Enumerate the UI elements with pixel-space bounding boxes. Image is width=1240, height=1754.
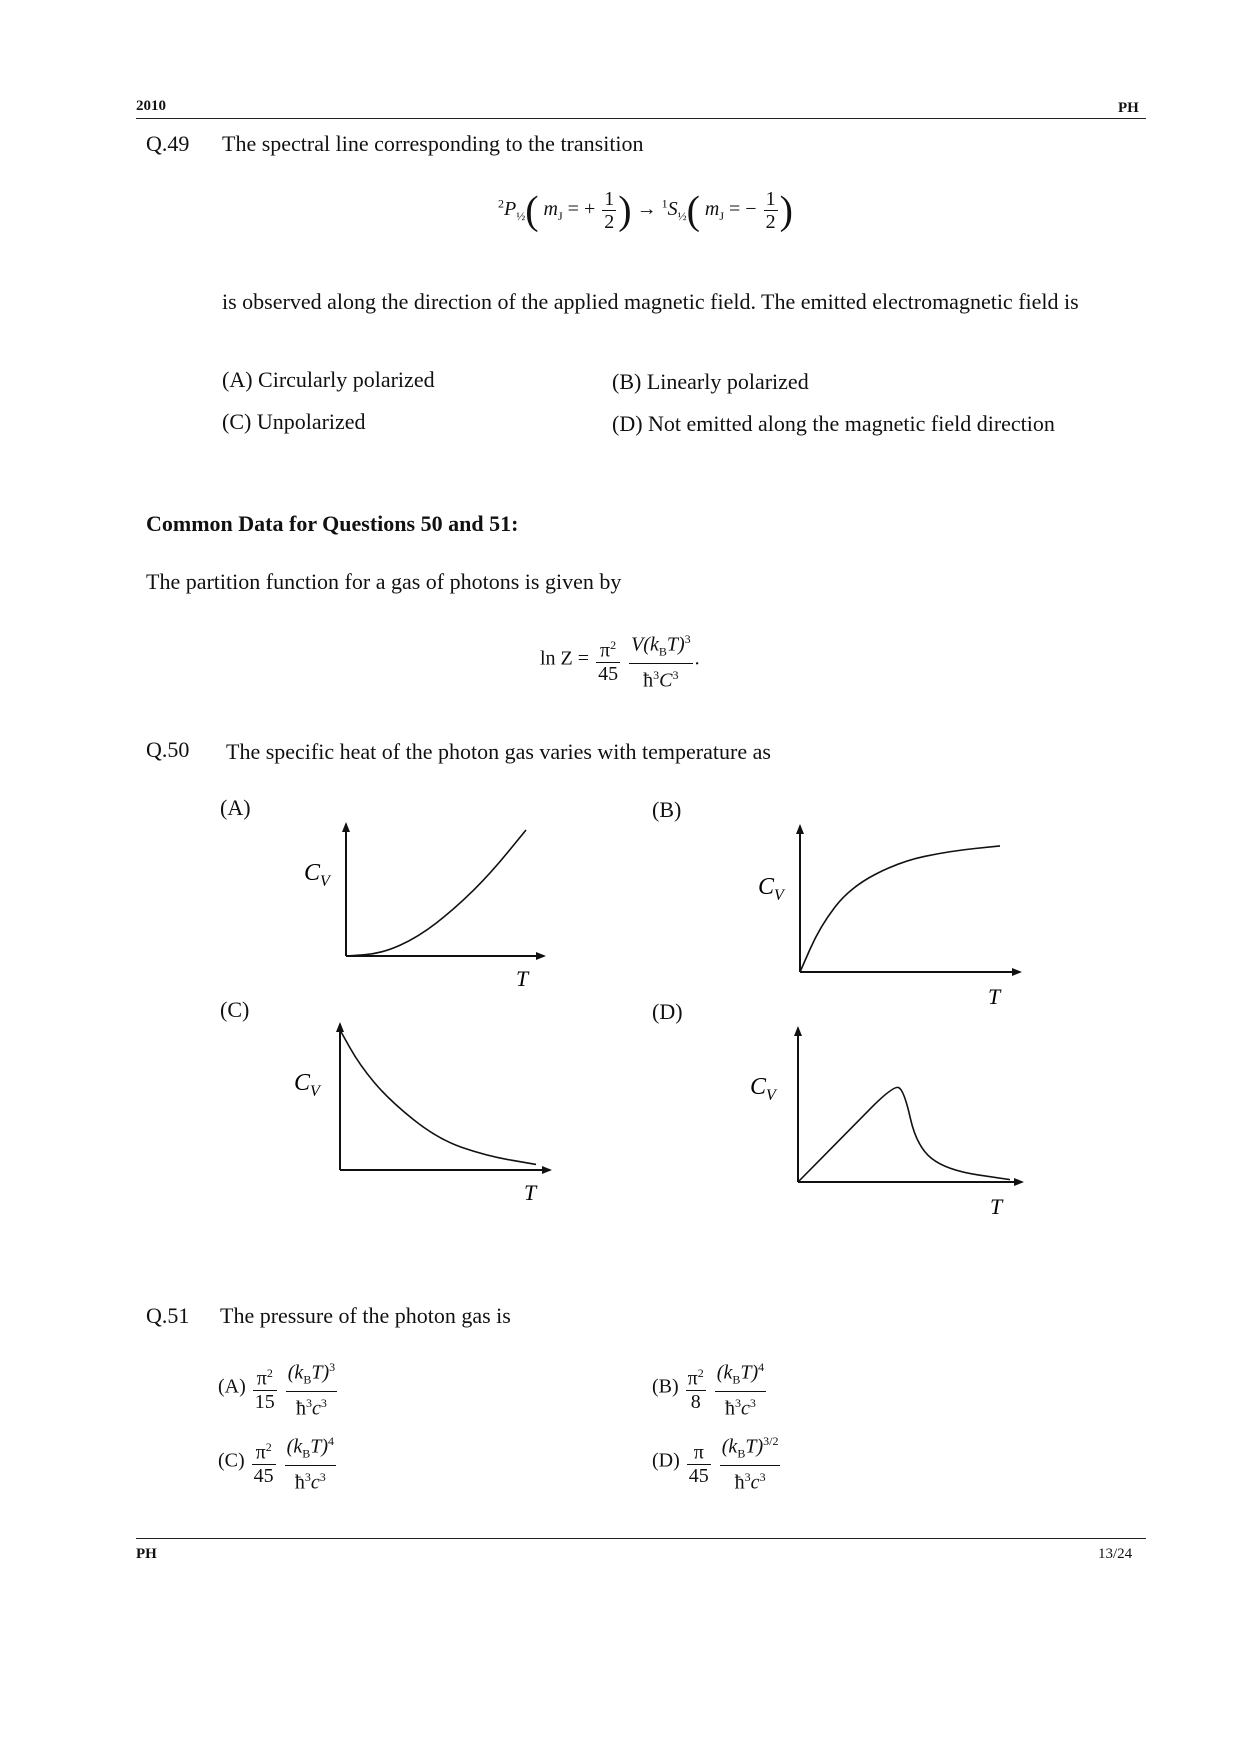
rhs-mj: m <box>704 198 720 221</box>
q49-number: Q.49 <box>146 131 190 156</box>
formula-frac-1: $\frac{\pi^2}{45}$ <box>596 634 620 685</box>
rhs-term: S <box>667 198 678 221</box>
graph-d-x-label: T <box>990 1194 1003 1219</box>
graph-a <box>290 820 550 990</box>
q51-option-d[interactable]: (D) $\frac{\pi}{45}$ $\frac{(k_BT)^{3/2}}{ħ^3c^3}$ <box>652 1430 782 1493</box>
q49-option-b[interactable]: (B) Linearly polarized <box>612 369 809 394</box>
graph-c-curve <box>340 1030 536 1164</box>
graph-a-svg <box>290 820 550 990</box>
arrow: → <box>636 198 657 221</box>
q51-option-c[interactable]: (C) $\frac{\pi^2}{45}$ $\frac{(k_BT)^4}{ħ^3c^3}$ <box>218 1430 338 1493</box>
graph-d-curve <box>798 1087 1010 1182</box>
q51-option-b[interactable]: (B) $\frac{\pi^2}{8}$ $\frac{(k_BT)^4}{ħ^3c^3}$ <box>652 1356 768 1419</box>
q49-option-c[interactable]: (C) Unpolarized <box>222 409 366 434</box>
rhs-mj-sub: J <box>719 209 725 224</box>
graph-b-curve <box>800 846 1000 972</box>
lhs-frac: $\frac{1}{2}$ <box>604 188 615 233</box>
graph-b-y-label: $C_V$ <box>758 874 784 904</box>
rhs-frac: $\frac{1}{2}$ <box>765 188 776 233</box>
header-year: 2010 <box>136 98 166 114</box>
q50-label-c[interactable]: (C) <box>220 997 250 1022</box>
lhs-term: P <box>504 198 517 221</box>
graph-b-y-arrow <box>796 824 804 834</box>
graph-b-x-arrow <box>1012 968 1022 976</box>
graph-b <box>740 822 1030 1012</box>
header-rule <box>136 118 1146 119</box>
q51-option-a[interactable]: (A) $\frac{\pi^2}{15}$ $\frac{(k_BT)^3}{ħ^3c^3}$ <box>218 1356 339 1419</box>
graph-b-svg <box>740 822 1030 1012</box>
lhs-sub: ½ <box>516 209 526 224</box>
graph-a-x-arrow <box>536 952 546 960</box>
formula-frac-2: $\frac{V(k_BT)^3}{ħ^3C^3}$ <box>629 628 693 691</box>
footer-paper: PH <box>136 1546 157 1562</box>
graph-d-svg <box>740 1024 1040 1224</box>
header-paper: PH <box>1118 100 1139 116</box>
lhs-mj-sub: J <box>558 209 563 224</box>
q50-stem: The specific heat of the photon gas varies with temperature as <box>226 739 771 764</box>
footer-page: 13/24 <box>1098 1546 1133 1562</box>
rhs-sub: ½ <box>677 209 687 224</box>
graph-a-y-label: $C_V$ <box>304 860 330 890</box>
formula-lhs: ln Z = <box>540 647 590 670</box>
lhs-mj: m <box>543 198 558 221</box>
graph-c-x-arrow <box>542 1166 552 1174</box>
graph-a-curve <box>346 830 526 956</box>
q49-option-a[interactable]: (A) Circularly polarized <box>222 367 435 392</box>
q50-number: Q.50 <box>146 737 190 762</box>
graph-d-y-arrow <box>794 1026 802 1036</box>
rhs-sup: 1 <box>661 196 668 211</box>
q49-text: is observed along the direction of the applied magnetic field. The emitted electromagnetic field is <box>222 289 1079 314</box>
common-intro: The partition function for a gas of photons is given by <box>146 569 622 594</box>
lhs-sup: 2 <box>498 196 504 211</box>
graph-b-x-label: T <box>988 984 1001 1009</box>
footer-rule <box>136 1538 1146 1539</box>
q49-option-d[interactable]: (D) Not emitted along the magnetic field direction <box>612 411 1055 436</box>
q49-equation: $^2P_{\frac{1}{2}}$( $m_J$ = + $\frac{1}{2}$ ) → $^1S_{\frac{1}{2}}$( $m_J$ = − $\frac{1}{2}$ ) <box>498 187 793 233</box>
common-heading: Common Data for Questions 50 and 51: <box>146 511 519 536</box>
q51-number: Q.51 <box>146 1303 190 1328</box>
lhs-val: = + <box>567 198 596 221</box>
graph-c-svg <box>280 1020 560 1220</box>
q50-label-d[interactable]: (D) <box>652 999 683 1024</box>
graph-c <box>280 1020 560 1220</box>
q50-label-b[interactable]: (B) <box>652 797 682 822</box>
q49-stem: The spectral line corresponding to the transition <box>222 131 644 156</box>
rhs-val: = − <box>729 198 757 221</box>
graph-a-x-label: T <box>516 966 529 991</box>
graph-d-x-arrow <box>1014 1178 1024 1186</box>
graph-c-x-label: T <box>524 1180 537 1205</box>
graph-d <box>740 1024 1040 1224</box>
graph-c-y-label: $C_V$ <box>294 1070 320 1100</box>
q50-label-a[interactable]: (A) <box>220 795 251 820</box>
graph-a-y-arrow <box>342 822 350 832</box>
q51-stem: The pressure of the photon gas is <box>220 1303 511 1328</box>
graph-d-y-label: $C_V$ <box>750 1074 776 1104</box>
partition-formula: ln Z = $\frac{\pi^2}{45}$ $\frac{V(k_BT)^3}{ħ^3C^3}$ . <box>540 628 700 691</box>
